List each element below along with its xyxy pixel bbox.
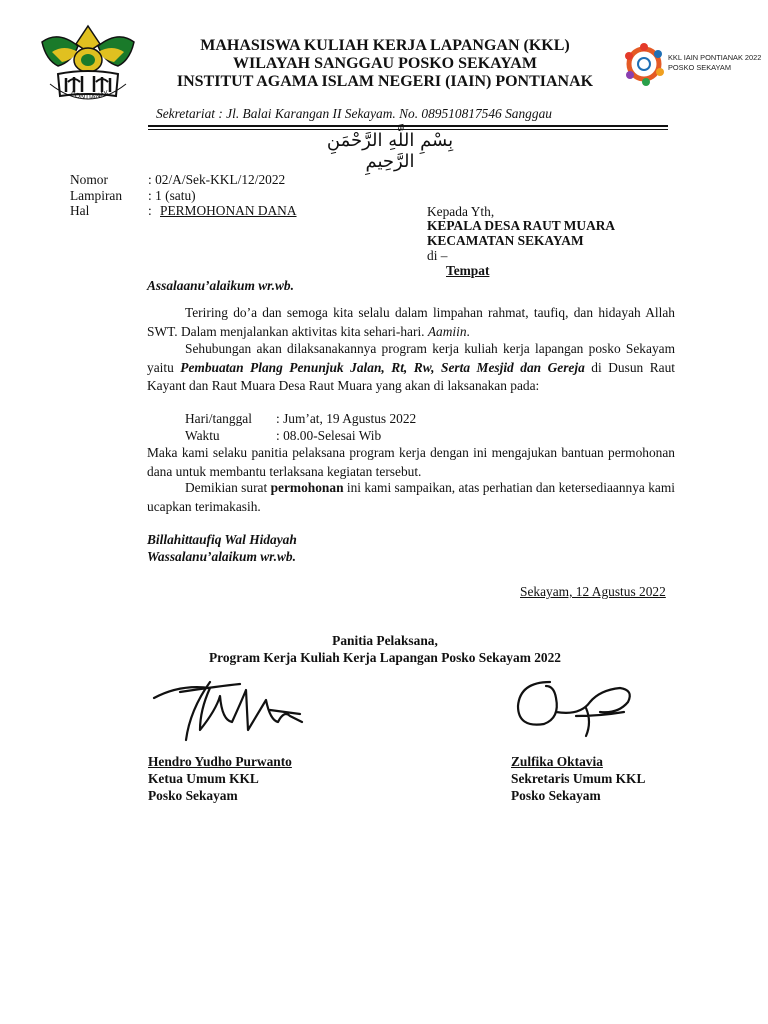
hal-value: PERMOHONAN DANA [160,203,297,218]
left-signatory-title: Ketua Umum KKL [148,771,259,786]
p1-end: . [466,323,470,339]
right-logo-text-1: KKL IAIN PONTIANAK 2022 [668,53,762,62]
recipient-di: di – [427,248,448,263]
p2-location: di Dusun Raut Kayant dan Raut Muara Desa Raut Muara yang akan di laksanakan pada: [147,359,676,393]
left-signatory-name: Hendro Yudho Purwanto [148,754,292,769]
p1-aamiin: Aamiin [427,323,467,339]
hal-label: Hal [70,203,90,218]
time-value: : 08.00-Selesai Wib [276,428,382,443]
closing-line-2: Wassalanu’alaikum wr.wb. [147,549,296,564]
time-label: Waktu [185,428,220,443]
p4-permohonan: permohonan [270,480,344,495]
opening-salutation: Assalaanu’alaikum wr.wb. [147,278,294,293]
day-label: Hari/tanggal [185,411,252,426]
kkl-2022-logo [624,40,764,90]
header-line-1: MAHASISWA KULIAH KERJA LAPANGAN (KKL) [200,37,570,54]
closing-line-1: Billahittaufiq Wal Hidayah [147,532,297,547]
recipient-greeting: Kepada Yth, [427,204,495,219]
letter-date: Sekayam, 12 Agustus 2022 [520,584,666,599]
recipient-name: KEPALA DESA RAUT MUARA [427,218,616,233]
paragraph-1 [147,304,675,341]
p4-end: ini kami sampaikan, atas perhatian dan ketersediaannya kami ucapkan terimakasih. [147,480,676,514]
paragraph-4 [147,479,675,516]
right-signature [510,672,650,742]
header-line-3: INSTITUT AGAMA ISLAM NEGERI (IAIN) PONTIANAK [176,73,594,90]
p1-text: Teriring do’a dan semoga kita selalu dalam limpahan rahmat, taufiq, dan hidayah Allah SWT. Dalam menjalankan aktivitas kita sehari-hari. [147,305,675,339]
right-signatory-name: Zulfika Oktavia [511,754,603,769]
right-signatory-unit: Posko Sekayam [511,788,601,803]
committee-title: Panitia Pelaksana, [332,633,438,648]
right-logo-text-2: POSKO SEKAYAM [668,63,731,72]
paragraph-3: Maka kami selaku panitia pelaksana program kerja dengan ini mengajukan bantuan permohonan dana untuk membantu terlaksana kegiatan tersebut. [147,445,675,479]
recipient-district: KECAMATAN SEKAYAM [427,233,584,248]
svg-text:PONTIANAK: PONTIANAK [69,89,111,102]
p2-program: Pembuatan Plang Penunjuk Jalan, Rt, Rw, Serta Mesjid dan Gereja [180,359,585,375]
nomor-value: : 02/A/Sek-KKL/12/2022 [148,172,286,187]
people-circle-icon [624,42,664,86]
secretariat-address: Sekretariat : Jl. Balai Karangan II Sekayam. No. 089510817546 Sanggau [156,106,552,121]
day-value: : Jum’at, 19 Agustus 2022 [276,411,417,426]
right-signatory-title: Sekretaris Umum KKL [511,771,646,786]
committee-program: Program Kerja Kuliah Kerja Lapangan Posko Sekayam 2022 [208,650,561,665]
recipient-place: Tempat [446,263,490,278]
basmalah: بِسْمِ اللَّهِ الرَّحْمَنِ الرَّحِيمِ [326,130,454,172]
lampiran-value: : 1 (satu) [148,188,196,203]
p4-text: Demikian surat [185,480,271,495]
iain-pontianak-logo [38,22,138,114]
hal-colon: : [148,203,152,218]
paragraph-2 [147,340,675,396]
header-rule-thick [148,125,668,127]
left-signature [150,670,310,750]
header-line-2: WILAYAH SANGGAU POSKO SEKAYAM [233,55,537,72]
left-signatory-unit: Posko Sekayam [148,788,238,803]
lampiran-label: Lampiran [70,188,123,203]
p2-text: Sehubungan akan dilaksanakannya program kerja kuliah kerja lapangan posko Sekayam yaitu [147,341,675,375]
nomor-label: Nomor [70,172,108,187]
